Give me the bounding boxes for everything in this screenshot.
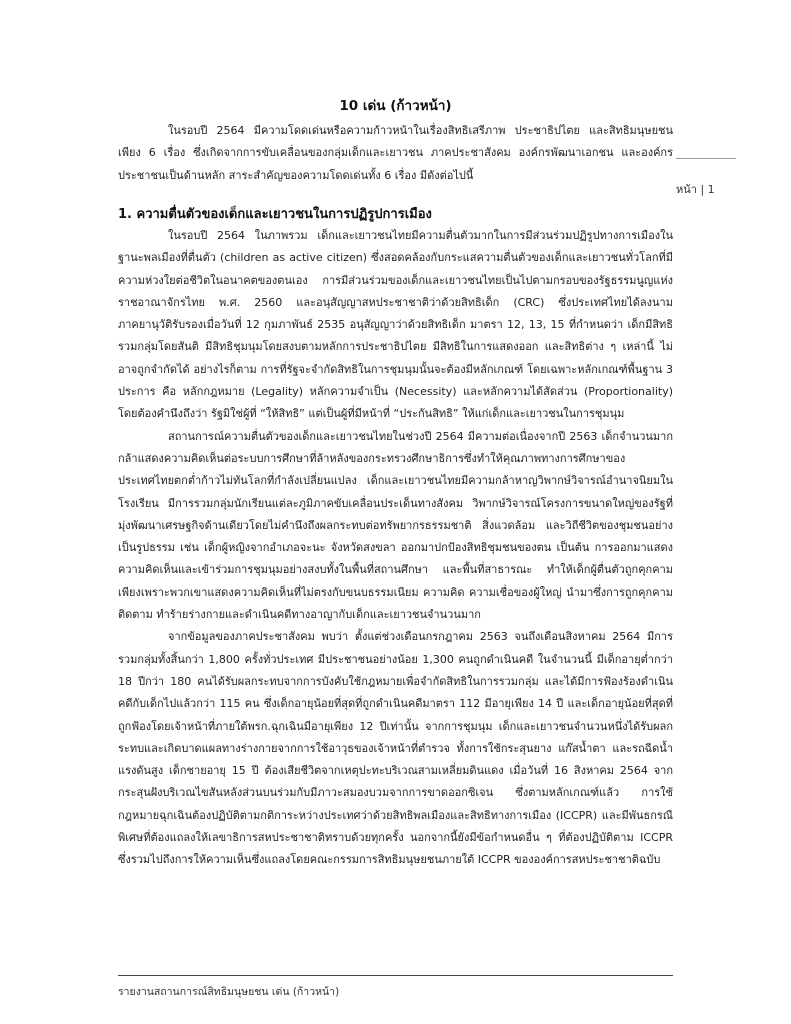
intro-block xyxy=(118,120,673,187)
body-paragraph: ในรอบปี 2564 ในภาพรวม เด็กและเยาวชนไทยมีความตื่นตัวมากในการมีส่วนร่วมปฏิรูปทางการเมืองในฐานะพลเมืองที่ตื่นตัว (children as active citizen) ซึ่งสอดคล้องกับกระแสความตื่นตัวของเด็กและเยาวชนทั่วโลกที่มีความห่วงใยต่อชีวิตในอนาคตของตนเอง การมีส่วนร่วมของเด็กและเยาวชนไทยเป็นไปตามกรอบของรัฐธรรมนูญแห่งราชอาณาจักรไทย พ.ศ. 2560 และอนุสัญญาสหประชาชาติว่าด้วยสิทธิเด็ก (CRC) ซึ่งประเทศไทยได้ลงนามภาคยานุวัติรับรองเมื่อวันที่ 12 กุมภาพันธ์ 2535 อนุสัญญาว่าด้วยสิทธิเด็ก มาตรา 12, 13, 15 ที่กำหนดว่า เด็กมีสิทธิรวมกลุ่มโดยสันติ มีสิทธิชุมนุมโดยสงบตามหลักการประชาธิปไตย มีสิทธิในการแสดงออก และสิทธิต่าง ๆ เหล่านี้ ไม่อาจถูกจำกัดได้ อย่างไรก็ตาม การที่รัฐจะจำกัดสิทธิในการชุมนุมนั้นจะต้องมีหลักเกณฑ์ โดยเฉพาะหลักเกณฑ์พื้นฐาน 3 ประการ คือ หลักกฎหมาย (Legality) หลักความจำเป็น (Necessity) และหลักความได้สัดส่วน (Proportionality) โดยต้องคำนึงถึงว่า รัฐมิใช่ผู้ที่ “ให้สิทธิ” แต่เป็นผู้ที่มีหน้าที่ “ประกันสิทธิ” ให้แก่เด็กและเยาวชนในการชุมนุม xyxy=(118,229,673,421)
page-title: 10 เด่น (ก้าวหน้า) xyxy=(339,98,452,114)
section-heading: 1. ความตื่นตัวของเด็กและเยาวชนในการปฏิรูปการเมือง xyxy=(118,207,432,222)
page-number: หน้า | 1 xyxy=(676,183,715,196)
margin-divider xyxy=(676,158,736,159)
body-paragraph: จากข้อมูลของภาคประชาสังคม พบว่า ตั้งแต่ช่วงเดือนกรกฎาคม 2563 จนถึงเดือนสิงหาคม 2564 มีการรวมกลุ่มทั้งสิ้นกว่า 1,800 ครั้งทั่วประเทศ มีประชาชนอย่างน้อย 1,300 คนถูกดำเนินคดี ในจำนวนนี้ มีเด็กอายุต่ำกว่า 18 ปีกว่า 180 คนได้รับผลกระทบจากการบังคับใช้กฎหมายเพื่อจำกัดสิทธิในการรวมกลุ่ม และได้มีการฟ้องร้องดำเนินคดีกับเด็กไปแล้วกว่า 115 คน ซึ่งเด็กอายุน้อยที่สุดที่ถูกดำเนินคดีมาตรา 112 มีอายุเพียง 14 ปี และเด็กอายุน้อยที่สุดที่ถูกฟ้องโดยเจ้าหน้าที่ภายใต้พรก.ฉุกเฉินมีอายุเพียง 12 ปีเท่านั้น จากการชุมนุม เด็กและเยาวชนจำนวนหนึ่งได้รับผลกระทบและเกิดบาดแผลทางร่างกายจากการใช้อาวุธของเจ้าหน้าที่ตำรวจ ทั้งการใช้กระสุนยาง แก๊สน้ำตา และรถฉีดน้ำแรงดันสูง เด็กชายอายุ 15 ปี ต้องเสียชีวิตจากเหตุปะทะบริเวณสามเหลี่ยมดินแดง เมื่อวันที่ 16 สิงหาคม 2564 จากกระสุนฝังบริเวณไขสันหลังส่วนบนร่วมกับมีภาวะสมองบวมจากการขาดออกซิเจน ซึ่งตามหลักเกณฑ์แล้ว การใช้กฎหมายฉุกเฉินต้องปฏิบัติตามกติการะหว่างประเทศว่าด้วยสิทธิพลเมืองและสิทธิทางการเมือง (ICCPR) และมีพันธกรณีพิเศษที่ต้องแถลงให้เลขาธิการสหประชาชาติทราบด้วยทุกครั้ง นอกจากนี้ยังมีข้อกำหนดอื่น ๆ ที่ต้องปฏิบัติตาม ICCPR ซึ่งรวมไปถึงการให้ความเห็นซึ่งแถลงโดยคณะกรรมการสิทธิมนุษยชนภายใต้ ICCPR ขององค์การสหประชาชาติฉบับ xyxy=(118,630,673,867)
body-paragraph: สถานการณ์ความตื่นตัวของเด็กและเยาวชนไทยในช่วงปี 2564 มีความต่อเนื่องจากปี 2563 เด็กจำนวนมากกล้าแสดงความคิดเห็นต่อระบบการศึกษาที่ล้าหลังของกระทรวงศึกษาธิการซึ่งทำให้คุณภาพทางการศึกษาของประเทศไทยตกต่ำก้าวไม่ทันโลกที่กำลังเปลี่ยนแปลง เด็กและเยาวชนไทยมีความกล้าหาญวิพากษ์วิจารณ์อำนาจนิยมในโรงเรียน มีการรวมกลุ่มนักเรียนแต่ละภูมิภาคขับเคลื่อนประเด็นทางสังคม วิพากษ์วิจารณ์โครงการขนาดใหญ่ของรัฐที่มุ่งพัฒนาเศรษฐกิจด้านเดียวโดยไม่คำนึงถึงผลกระทบต่อทรัพยากรธรรมชาติ สิ่งแวดล้อม และวิถีชีวิตของชุมชนอย่างเป็นรูปธรรม เช่น เด็กผู้หญิงจากอำเภอจะนะ จังหวัดสงขลา ออกมาปกป้องสิทธิชุมชนของตน เป็นต้น การออกมาแสดงความคิดเห็นและเข้าร่วมการชุมนุมอย่างสงบทั้งในพื้นที่สถานศึกษา และพื้นที่สาธารณะ ทำให้เด็กผู้ตื่นตัวถูกคุกคามเพียงเพราะพวกเขาแสดงความคิดเห็นที่ไม่ตรงกับขนบธรรมเนียม ความคิด ความเชื่อของผู้ใหญ่ นำมาซึ่งการถูกคุกคาม ติดตาม ทำร้ายร่างกายและดำเนินคดีทางอาญากับเด็กและเยาวชนจำนวนมาก xyxy=(118,429,673,622)
intro-paragraph: ในรอบปี 2564 มีความโดดเด่นหรือความก้าวหน้าในเรื่องสิทธิเสรีภาพ ประชาธิปไตย และสิทธิมนุษยชนเพียง 6 เรื่อง ซึ่งเกิดจากการขับเคลื่อนของกลุ่มเด็กและเยาวชน ภาคประชาสังคม องค์กรพัฒนาเอกชน และองค์กรประชาชนเป็นด้านหลัก สาระสำคัญของความโดดเด่นทั้ง 6 เรื่อง มีดังต่อไปนี้ xyxy=(118,124,673,182)
footer-divider xyxy=(118,975,673,976)
footer-text: รายงานสถานการณ์สิทธิมนุษยชน เด่น (ก้าวหน้า) xyxy=(118,986,340,998)
section-body xyxy=(118,225,673,872)
